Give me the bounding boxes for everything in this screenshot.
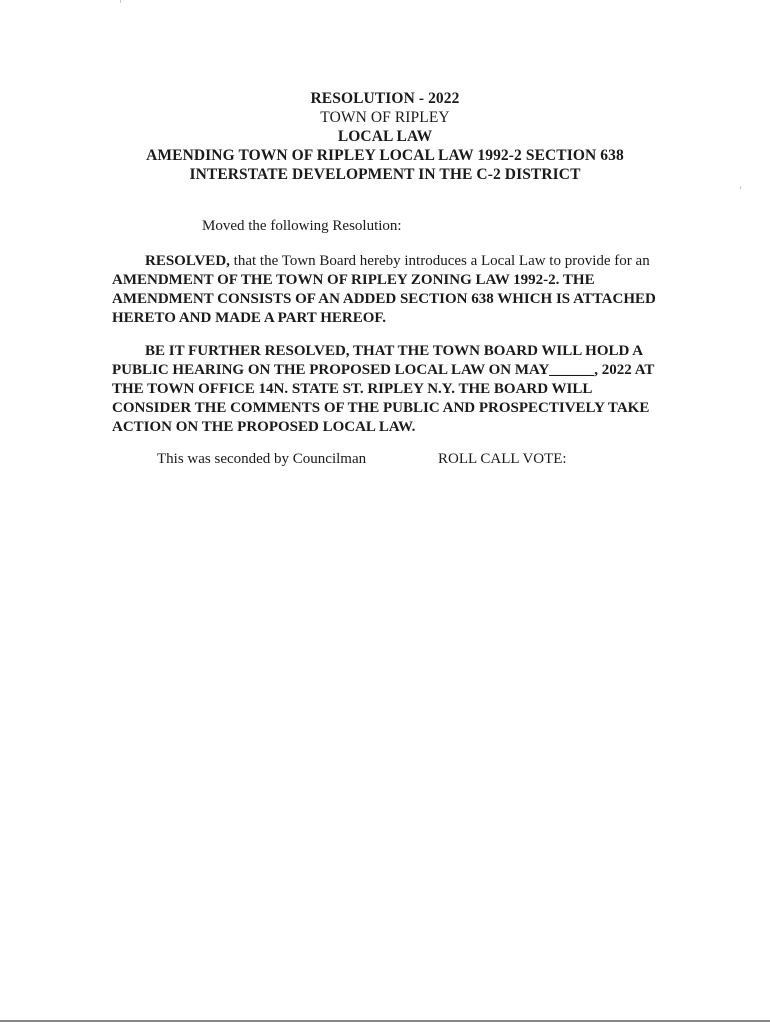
resolved-text: that the Town Board hereby introduces a Local Law to provide for an [229, 253, 650, 269]
heading-resolution-number: RESOLUTION - 2022 [310, 90, 460, 107]
moved-line: Moved the following Resolution: [202, 218, 402, 234]
resolved-paragraph [112, 252, 672, 328]
heading-local-law: LOCAL LAW [337, 128, 433, 145]
further-resolved-text: BE IT FURTHER RESOLVED, THAT THE TOWN BOARD WILL HOLD A PUBLIC HEARING ON THE PROPOSED LOCAL LAW ON MAY______, 2022 AT THE TOWN OFFICE 14N. STATE ST. RIPLEY N.Y. THE BOARD WILL CONSIDER THE COMMENTS OF THE PUBLIC AND PROSPECTIVELY TAKE ACTION ON THE PROPOSED LOCAL LAW. [112, 343, 655, 435]
vote-line [157, 450, 637, 469]
scan-speck [120, 0, 121, 3]
resolved-amendment-text: AMENDMENT OF THE TOWN OF RIPLEY ZONING LAW 1992-2. THE AMENDMENT CONSISTS OF AN ADDED SECTION 638 WHICH IS ATTACHED HERETO AND MADE A PART HEREOF. [112, 272, 656, 326]
seconded-by-label: This was seconded by Councilman [157, 451, 367, 467]
heading-town: TOWN OF RIPLEY [320, 109, 450, 126]
resolution-heading [0, 89, 770, 184]
roll-call-vote-label: ROLL CALL VOTE: [438, 451, 567, 467]
heading-amending: AMENDING TOWN OF RIPLEY LOCAL LAW 1992-2 SECTION 638 [146, 147, 624, 164]
resolved-lead: RESOLVED, [145, 253, 230, 269]
scan-speck [740, 186, 741, 189]
page-bottom-edge [0, 1020, 770, 1022]
further-resolved-paragraph [112, 342, 672, 437]
heading-district: INTERSTATE DEVELOPMENT IN THE C-2 DISTRICT [189, 166, 581, 183]
